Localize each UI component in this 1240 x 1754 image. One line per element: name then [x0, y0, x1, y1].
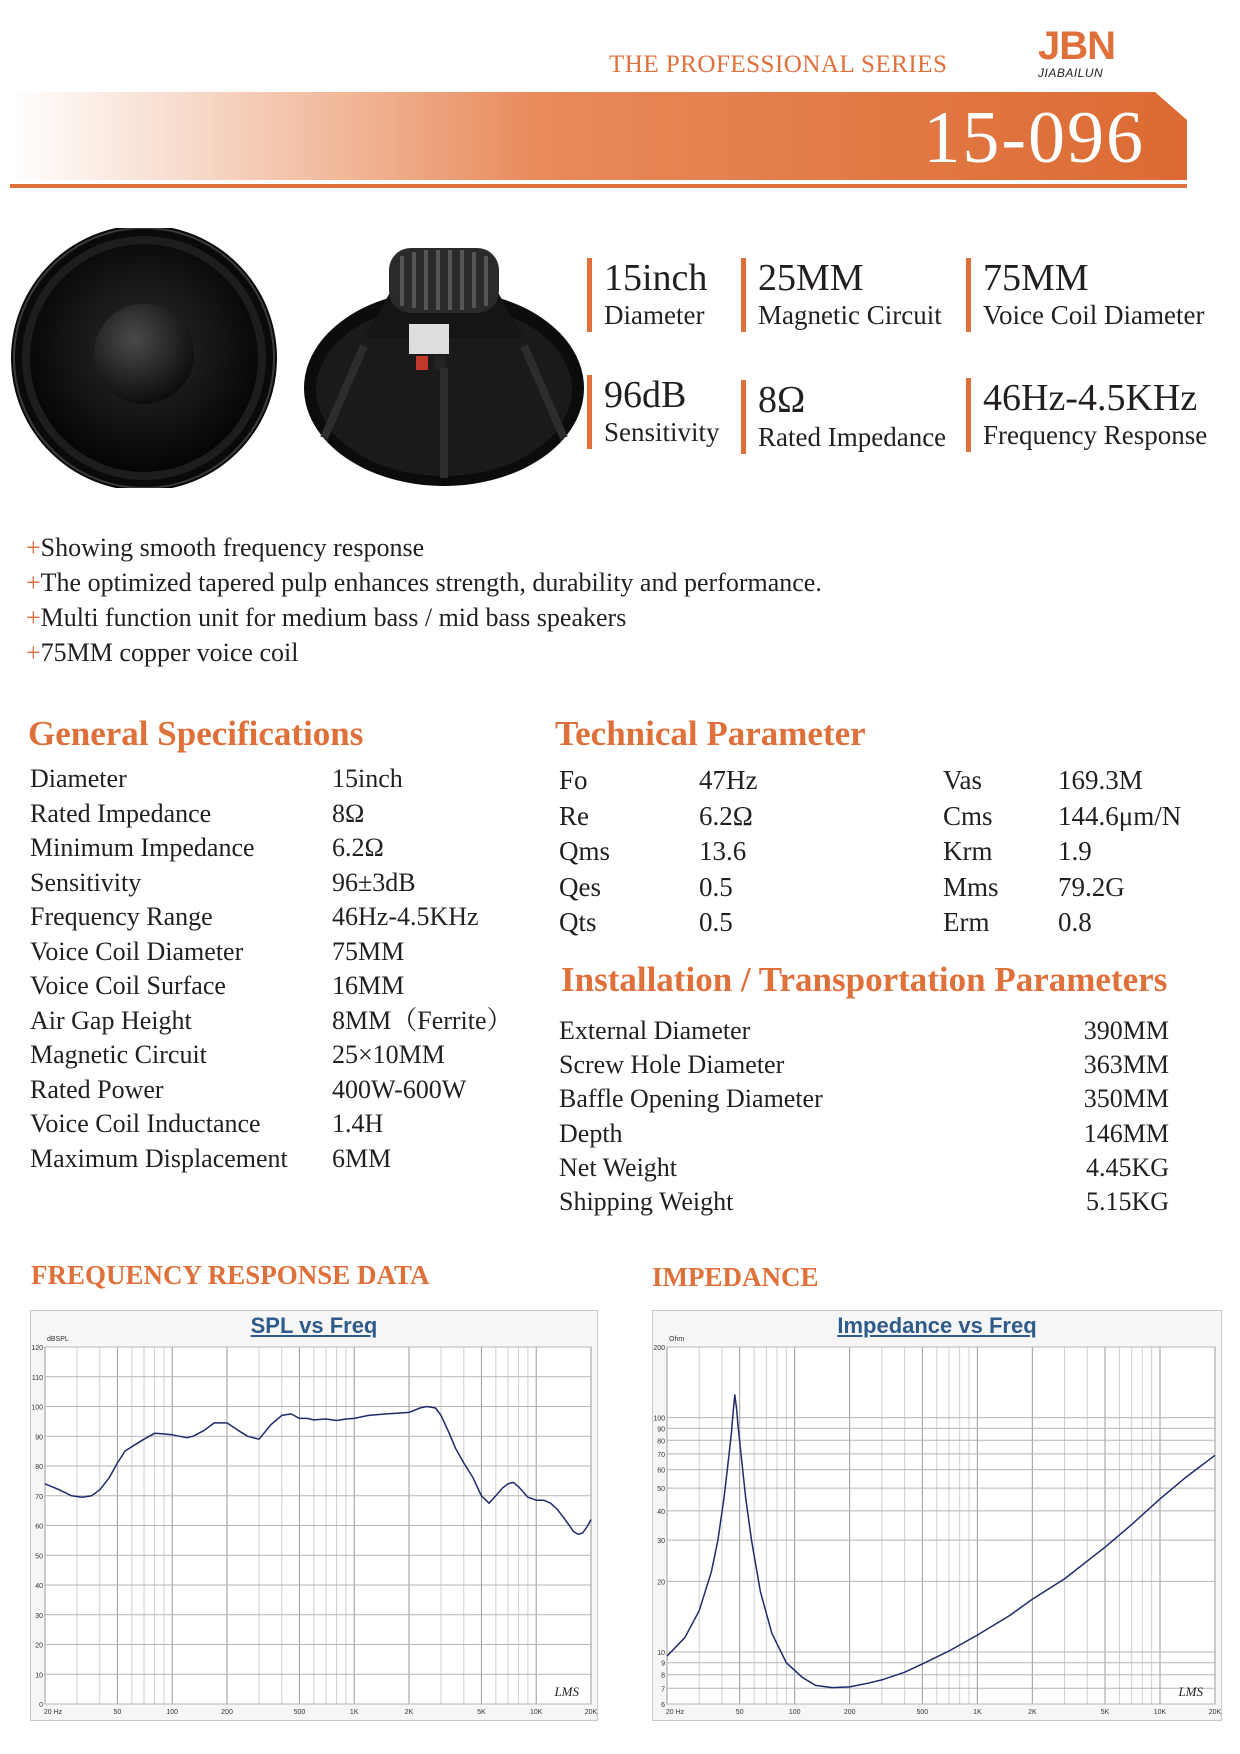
- spec-key: Voice Coil Inductance: [30, 1109, 261, 1138]
- param-key: Qes: [559, 871, 601, 902]
- key-spec-label: Frequency Response: [983, 420, 1208, 450]
- y-tick-label: 0: [39, 1702, 43, 1709]
- table-row: [30, 969, 513, 1004]
- spec-value: 75MM: [332, 936, 405, 966]
- x-tick-label: 2K: [1028, 1709, 1037, 1716]
- key-spec-label: Rated Impedance: [758, 422, 947, 452]
- y-tick-label: 20: [35, 1642, 43, 1650]
- y-tick-label: 100: [31, 1404, 43, 1412]
- spec-value: 16MM: [332, 971, 405, 1000]
- plus-icon: +: [26, 638, 41, 667]
- y-tick-label: 30: [657, 1538, 665, 1546]
- param-value: 144.6μm/N: [1058, 800, 1182, 831]
- param-value: 0.8: [1058, 907, 1092, 937]
- frequency-response-heading: FREQUENCY RESPONSE DATA: [31, 1260, 430, 1290]
- product-photos: [4, 228, 584, 488]
- y-tick-label: 10: [35, 1672, 43, 1680]
- y-tick-label: 200: [653, 1345, 665, 1352]
- feature-text: Showing smooth frequency response: [40, 533, 425, 562]
- x-tick-label: 20K: [584, 1709, 597, 1716]
- key-spec-value: 46Hz-4.5KHz: [983, 377, 1198, 419]
- table-row: [559, 1151, 1169, 1185]
- spl-chart: [30, 1310, 598, 1721]
- param-value: 6.2Ω: [699, 800, 753, 831]
- key-spec-value: 25MM: [758, 257, 864, 299]
- spec-key: Air Gap Height: [30, 1005, 192, 1035]
- param-value: 1.9: [1058, 836, 1092, 866]
- table-row: [559, 1185, 1169, 1219]
- technical-table: [559, 763, 1181, 941]
- logo-mark: JBN: [1038, 24, 1116, 68]
- plus-icon: +: [26, 568, 41, 597]
- spec-value: 8Ω: [332, 798, 365, 828]
- brand-logo: [1038, 26, 1148, 84]
- impedance-heading: IMPEDANCE: [652, 1262, 819, 1292]
- table-row: [559, 799, 1181, 835]
- table-row: [30, 935, 513, 970]
- spec-value: 6MM: [332, 1143, 392, 1173]
- y-tick-label: 7: [661, 1686, 665, 1694]
- key-spec-value: 8Ω: [758, 379, 806, 421]
- param-key: Qms: [559, 836, 611, 866]
- param-key: Baffle Opening Diameter: [559, 1084, 823, 1114]
- table-row: [30, 797, 513, 832]
- technical-heading: Technical Parameter: [555, 714, 866, 753]
- key-spec-value: 96dB: [604, 374, 687, 416]
- key-spec-value: 75MM: [983, 257, 1089, 299]
- x-tick-label: 5K: [1100, 1709, 1110, 1716]
- spec-value: 46Hz-4.5KHz: [332, 902, 479, 931]
- param-value: 79.2G: [1058, 871, 1125, 902]
- x-tick-label: 500: [916, 1709, 929, 1716]
- lms-watermark: LMS: [1178, 1684, 1203, 1699]
- y-tick-label: 80: [657, 1438, 665, 1446]
- y-tick-label: 90: [657, 1426, 665, 1434]
- spec-value: 400W-600W: [332, 1074, 467, 1104]
- spec-key: Voice Coil Surface: [30, 971, 226, 1000]
- table-row: [559, 1014, 1169, 1048]
- installation-table: [559, 1014, 1169, 1219]
- y-tick-label: 9: [661, 1660, 665, 1668]
- model-number: 15-096: [923, 97, 1145, 179]
- key-spec-impedance: [741, 380, 946, 454]
- param-key: Cms: [943, 800, 993, 831]
- param-value: 390MM: [1083, 1016, 1169, 1045]
- key-spec-magnetic-circuit: [741, 258, 942, 332]
- x-tick-label: 100: [166, 1709, 179, 1716]
- impedance-chart: [652, 1310, 1222, 1721]
- param-value: 0.5: [699, 907, 733, 937]
- param-key: Depth: [559, 1118, 623, 1148]
- spec-key: Magnetic Circuit: [30, 1040, 207, 1069]
- spec-key: Diameter: [30, 764, 127, 793]
- y-tick-label: 8: [661, 1672, 665, 1680]
- x-tick-label: 5K: [477, 1709, 486, 1716]
- y-tick-label: 20: [657, 1579, 665, 1587]
- y-tick-label: 70: [657, 1451, 665, 1459]
- chart-title: SPL vs Freq: [250, 1313, 378, 1338]
- y-tick-label: 60: [35, 1523, 43, 1531]
- feature-item: [26, 530, 822, 565]
- param-value: 0.5: [699, 871, 733, 902]
- table-row: [559, 834, 1181, 870]
- x-tick-label: 200: [843, 1709, 856, 1716]
- param-key: Screw Hole Diameter: [559, 1050, 785, 1080]
- y-tick-label: 70: [35, 1493, 43, 1501]
- table-row: [559, 1048, 1169, 1082]
- feature-list: [26, 530, 822, 670]
- chart-title: Impedance vs Freq: [837, 1313, 1037, 1338]
- plus-icon: +: [26, 533, 41, 562]
- key-spec-label: Sensitivity: [604, 417, 720, 447]
- table-row: [559, 1082, 1169, 1116]
- table-row: [559, 870, 1181, 906]
- spec-value: 8MM（Ferrite）: [332, 1005, 513, 1035]
- chart-canvas: [653, 1311, 1221, 1720]
- y-tick-label: 80: [35, 1464, 43, 1471]
- x-tick-label: 50: [735, 1709, 744, 1716]
- table-row: [30, 1142, 513, 1177]
- param-key: Qts: [559, 907, 597, 937]
- x-tick-label: 100: [788, 1709, 801, 1716]
- key-spec-value: 15inch: [604, 257, 708, 299]
- plus-icon: +: [26, 603, 41, 632]
- x-tick-label: 10K: [529, 1709, 543, 1716]
- key-spec-voice-coil: [966, 258, 1204, 332]
- y-tick-label: 110: [31, 1374, 43, 1382]
- y-tick-label: 6: [661, 1702, 665, 1709]
- x-tick-label: 20 Hz: [43, 1709, 63, 1716]
- x-tick-label: 2K: [404, 1709, 414, 1716]
- param-value: 350MM: [1083, 1084, 1169, 1114]
- param-key: Krm: [943, 836, 993, 866]
- general-specs-table: [30, 762, 513, 1176]
- spec-key: Rated Power: [30, 1074, 164, 1104]
- spec-key: Frequency Range: [30, 902, 213, 931]
- param-key: Net Weight: [559, 1152, 678, 1182]
- speaker-illustration: [4, 228, 584, 488]
- param-value: 4.45KG: [1085, 1152, 1169, 1182]
- param-key: Fo: [559, 765, 588, 795]
- x-tick-label: 50: [113, 1709, 122, 1716]
- spec-key: Voice Coil Diameter: [30, 936, 244, 966]
- spec-key: Minimum Impedance: [30, 833, 255, 862]
- table-row: [30, 1038, 513, 1073]
- x-tick-label: 20 Hz: [665, 1709, 685, 1716]
- x-tick-label: 200: [221, 1709, 233, 1716]
- param-value: 13.6: [699, 836, 747, 866]
- chart-canvas: [31, 1311, 597, 1720]
- x-tick-label: 10K: [1153, 1709, 1167, 1716]
- param-value: 5.15KG: [1085, 1187, 1169, 1217]
- feature-item: [26, 600, 822, 635]
- table-row: [30, 762, 513, 797]
- x-tick-label: 1K: [349, 1709, 359, 1716]
- y-tick-label: 120: [31, 1345, 43, 1352]
- y-tick-label: 50: [657, 1486, 665, 1494]
- table-row: [559, 1117, 1169, 1151]
- feature-text: Multi function unit for medium bass / mid bass speakers: [40, 603, 627, 632]
- x-tick-label: 500: [293, 1709, 306, 1716]
- param-value: 169.3M: [1058, 765, 1143, 795]
- param-value: 146MM: [1083, 1118, 1169, 1148]
- param-key: Erm: [943, 907, 990, 937]
- spec-value: 1.4H: [332, 1109, 384, 1138]
- spec-key: Sensitivity: [30, 867, 142, 897]
- table-row: [30, 1107, 513, 1142]
- x-tick-label: 20K: [1208, 1709, 1221, 1716]
- spec-value: 15inch: [332, 764, 403, 793]
- table-row: [30, 866, 513, 901]
- key-spec-label: Magnetic Circuit: [758, 300, 942, 330]
- installation-heading: Installation / Transportation Parameters: [561, 960, 1168, 999]
- spec-value: 6.2Ω: [332, 833, 384, 862]
- key-spec-frequency-response: [966, 378, 1207, 452]
- param-key: Vas: [943, 765, 982, 795]
- feature-text: 75MM copper voice coil: [40, 638, 299, 667]
- table-row: [559, 763, 1181, 799]
- x-tick-label: 1K: [973, 1709, 982, 1716]
- feature-item: [26, 635, 822, 670]
- y-tick-label: 60: [657, 1467, 665, 1475]
- y-tick-label: 40: [657, 1508, 665, 1516]
- param-value: 363MM: [1083, 1050, 1169, 1080]
- y-tick-label: 40: [35, 1583, 43, 1590]
- table-row: [30, 1073, 513, 1108]
- y-tick-label: 10: [657, 1649, 665, 1657]
- spec-value: 96±3dB: [332, 867, 416, 897]
- spec-key: Rated Impedance: [30, 798, 212, 828]
- spec-value: 25×10MM: [332, 1040, 445, 1069]
- feature-item: [26, 565, 822, 600]
- general-specs-heading: General Specifications: [28, 714, 364, 753]
- key-spec-diameter: [587, 258, 707, 332]
- table-row: [30, 900, 513, 935]
- param-key: External Diameter: [559, 1016, 751, 1045]
- param-value: 47Hz: [699, 765, 758, 795]
- feature-text: The optimized tapered pulp enhances strength, durability and performance.: [40, 568, 822, 597]
- y-tick-label: 50: [35, 1553, 43, 1561]
- key-spec-label: Voice Coil Diameter: [983, 300, 1205, 330]
- y-tick-label: 100: [653, 1415, 665, 1423]
- param-key: Re: [559, 800, 589, 831]
- logo-subtitle: JIABAILUN: [1038, 66, 1104, 80]
- y-tick-label: 90: [35, 1434, 43, 1442]
- table-row: [559, 905, 1181, 941]
- key-spec-sensitivity: [587, 375, 720, 449]
- series-title: THE PROFESSIONAL SERIES: [609, 51, 948, 78]
- table-row: [30, 831, 513, 866]
- param-key: Shipping Weight: [559, 1187, 734, 1217]
- lms-watermark: LMS: [554, 1684, 579, 1699]
- param-key: Mms: [943, 871, 999, 902]
- y-tick-label: 30: [35, 1612, 43, 1620]
- y-axis-label: dBSPL: [47, 1336, 69, 1343]
- y-axis-label: Ohm: [669, 1336, 685, 1343]
- table-row: [30, 1004, 513, 1039]
- key-spec-label: Diameter: [604, 300, 705, 330]
- spec-key: Maximum Displacement: [30, 1143, 288, 1173]
